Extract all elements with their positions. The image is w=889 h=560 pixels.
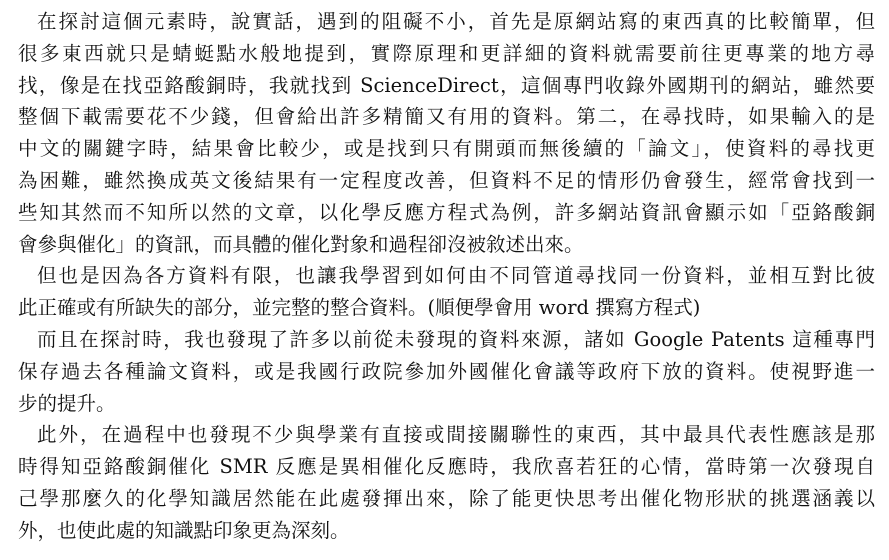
text-line: 整個下載需要花不少錢，但會給出許多精簡又有用的資料。第二，在尋找時，如果輸入的是 xyxy=(18,105,875,129)
text-line: 己學那麼久的化學知識居然能在此處發揮出來，除了能更快思考出催化物形狀的挑選涵義以 xyxy=(18,486,875,510)
text-line: 找，像是在找亞鉻酸銅時，我就找到 ScienceDirect，這個專門收錄外國期刊的網站，雖然要 xyxy=(18,73,875,97)
paragraph-2 xyxy=(18,260,875,324)
text-line: 在探討這個元素時，說實話，遇到的阻礙不小，首先是原網站寫的東西真的比較簡單，但 xyxy=(37,10,875,33)
paragraph-3 xyxy=(18,324,875,419)
text-line: 為困難，雖然換成英文後結果有一定程度改善，但資料不足的情形仍會發生，經常會找到一 xyxy=(18,168,875,192)
text-line: 中文的關鍵字時，結果會比較少，或是找到只有開頭而無後續的「論文」，使資料的尋找更 xyxy=(18,137,875,161)
text-line: 時得知亞鉻酸銅催化 SMR 反應是異相催化反應時，我欣喜若狂的心情，當時第一次發現自 xyxy=(18,455,875,479)
paragraph-1 xyxy=(18,6,875,260)
text-line: 此外，在過程中也發現不少與學業有直接或間接關聯性的東西，其中最具代表性應該是那 xyxy=(37,423,875,447)
text-line: 外，也使此處的知識點印象更為深刻。 xyxy=(18,518,350,542)
paragraph-4 xyxy=(18,419,875,546)
text-line: 而且在探討時，我也發現了許多以前從未發現的資料來源，諸如 Google Patents 這種專門 xyxy=(37,327,875,351)
text-line: 些知其然而不知所以然的文章，以化學反應方程式為例，許多網站資訊會顯示如「亞鉻酸銅 xyxy=(18,200,875,224)
text-line: 但也是因為各方資料有限，也讓我學習到如何由不同管道尋找同一份資料，並相互對比彼 xyxy=(37,264,875,288)
text-line: 此正確或有所缺失的部分，並完整的整合資料。(順便學會用 word 撰寫方程式) xyxy=(18,296,701,320)
text-line: 保存過去各種論文資料，或是我國行政院參加外國催化會議等政府下放的資料。使視野進一 xyxy=(18,359,875,383)
text-line: 步的提升。 xyxy=(18,391,116,415)
text-line: 會參與催化」的資訊，而具體的催化對象和過程卻沒被敘述出來。 xyxy=(18,232,584,256)
text-line: 很多東西就只是蜻蜓點水般地提到，實際原理和更詳細的資料就需要前往更專業的地方尋 xyxy=(18,41,875,65)
